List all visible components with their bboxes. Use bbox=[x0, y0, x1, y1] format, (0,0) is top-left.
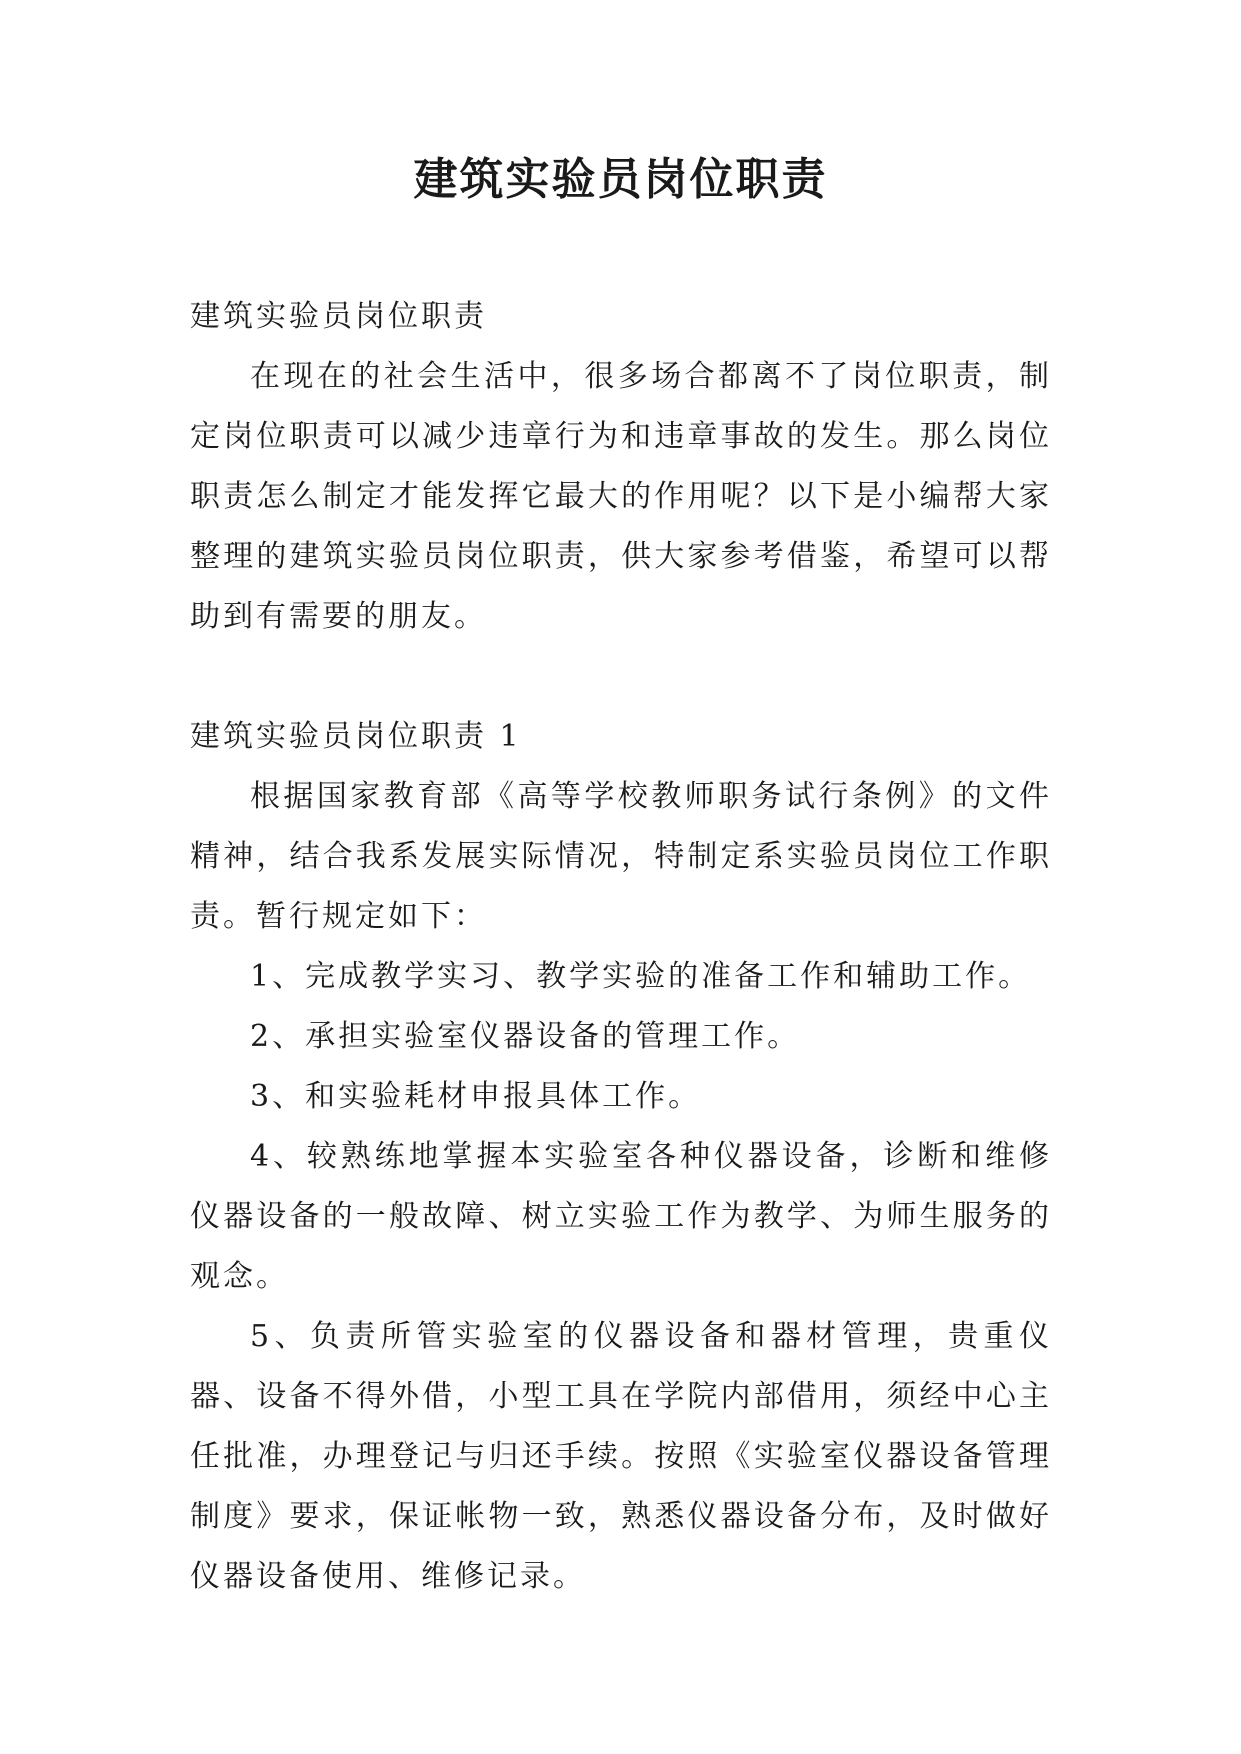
section-heading: 建筑实验员岗位职责 1 bbox=[190, 719, 522, 754]
document-body bbox=[190, 287, 1052, 1607]
document-title: 建筑实验员岗位职责 bbox=[413, 154, 828, 205]
intro-heading: 建筑实验员岗位职责 bbox=[190, 299, 487, 334]
list-item: 1、完成教学实习、教学实验的准备工作和辅助工作。 bbox=[250, 959, 1032, 994]
list-item: 3、和实验耗材申报具体工作。 bbox=[250, 1079, 702, 1114]
list-item: 2、承担实验室仪器设备的管理工作。 bbox=[250, 1019, 801, 1054]
list-item: 4、较熟练地掌握本实验室各种仪器设备，诊断和维修仪器设备的一般故障、树立实验工作为教学、为师生服务的观念。 bbox=[190, 1139, 1052, 1294]
section-intro: 根据国家教育部《高等学校教师职务试行条例》的文件精神，结合我系发展实际情况，特制定系实验员岗位工作职责。暂行规定如下： bbox=[190, 779, 1052, 934]
intro-paragraph: 在现在的社会生活中，很多场合都离不了岗位职责，制定岗位职责可以减少违章行为和违章事故的发生。那么岗位职责怎么制定才能发挥它最大的作用呢？以下是小编帮大家整理的建筑实验员岗位职责，供大家参考借鉴，希望可以帮助到有需要的朋友。 bbox=[190, 359, 1052, 634]
section-spacer bbox=[190, 647, 1052, 707]
list-item: 5、负责所管实验室的仪器设备和器材管理，贵重仪器、设备不得外借，小型工具在学院内部借用，须经中心主任批准，办理登记与归还手续。按照《实验室仪器设备管理制度》要求，保证帐物一致，熟悉仪器设备分布，及时做好仪器设备使用、维修记录。 bbox=[190, 1319, 1052, 1594]
